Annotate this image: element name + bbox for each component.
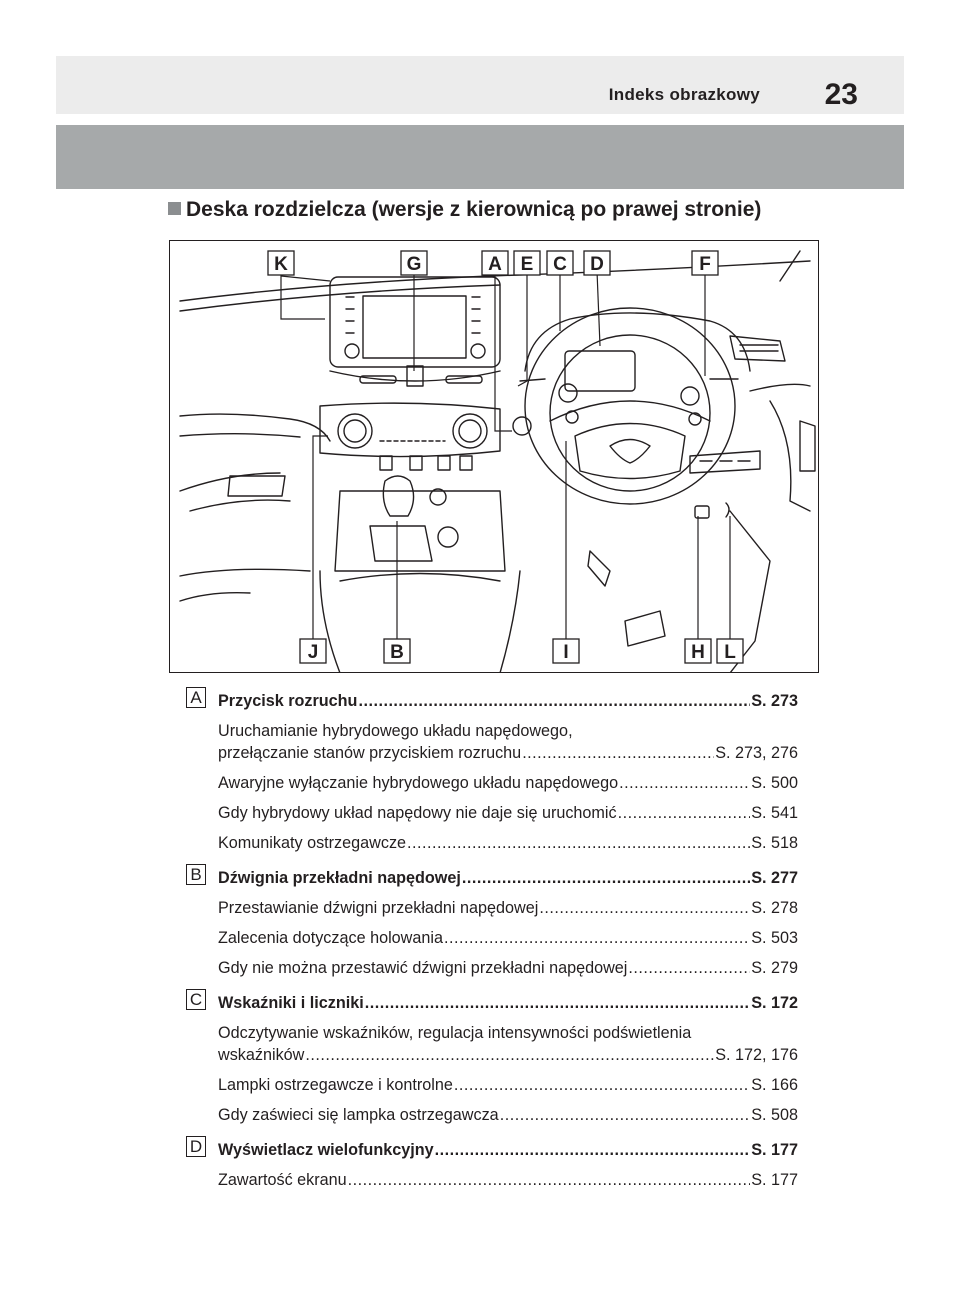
entry-sub-row: Zawartość ekranu ..... S. 177	[218, 1165, 798, 1195]
entry-sub-row: Lampki ostrzegawcze i kontrolne ..... S. 166	[218, 1070, 798, 1100]
svg-text:E: E	[520, 254, 534, 275]
svg-text:I: I	[563, 642, 569, 663]
callout-H	[685, 639, 711, 663]
callout-E	[514, 251, 540, 275]
callout-J	[300, 639, 326, 663]
page-number: 23	[824, 78, 858, 111]
page-ref: S. 508	[751, 1106, 798, 1124]
svg-text:H: H	[691, 642, 705, 663]
svg-text:L: L	[724, 642, 736, 663]
page-ref: S. 279	[751, 959, 798, 977]
svg-text:F: F	[699, 254, 711, 275]
page-ref: S. 503	[751, 929, 798, 947]
entry-main-row: Wyświetlacz wielofunkcyjny ..... S. 177	[218, 1135, 798, 1165]
entry-main-row: Wskaźniki i liczniki ..... S. 172	[218, 988, 798, 1018]
entry-sub-pre: Uruchamianie hybrydowego układu napędowego,	[218, 722, 573, 740]
page-ref: S. 172	[751, 994, 798, 1012]
header-title: Indeks obrazkowy	[608, 85, 760, 104]
entry-sub-row: przełączanie stanów przyciskiem rozruchu ..... S. 273, 276	[218, 742, 798, 768]
entry-sub-row: Zalecenia dotyczące holowania ..... S. 503	[218, 923, 798, 953]
entry-letter: B	[186, 864, 206, 885]
entry-letter: C	[186, 989, 206, 1010]
section-band	[56, 125, 904, 189]
entry-main-row: Przycisk rozruchu ..... S. 273	[218, 686, 798, 716]
entry-A	[186, 686, 798, 858]
callout-L	[717, 639, 743, 663]
svg-text:G: G	[406, 254, 422, 275]
callout-B	[384, 639, 410, 663]
page-header	[56, 56, 904, 114]
page-ref: S. 277	[751, 869, 798, 887]
callout-C	[547, 251, 573, 275]
page-ref: S. 177	[751, 1171, 798, 1189]
page-ref: S. 273, 276	[715, 744, 798, 762]
entry-sub-row: Komunikaty ostrzegawcze ..... S. 518	[218, 828, 798, 858]
page-ref: S. 278	[751, 899, 798, 917]
callout-I	[553, 639, 579, 663]
heading-square-icon	[168, 202, 181, 215]
entry-sub-pre: Odczytywanie wskaźników, regulacja intensywności podświetlenia	[218, 1024, 692, 1042]
entry-letter: A	[186, 687, 206, 708]
entry-sub-row: wskaźników ..... S. 172, 176	[218, 1044, 798, 1070]
callout-D	[584, 251, 610, 275]
dashboard-illustration	[169, 240, 819, 673]
entry-sub-row: Awaryjne wyłączanie hybrydowego układu napędowego ..... S. 500	[218, 768, 798, 798]
section-heading-text: Deska rozdzielcza (wersje z kierownicą po prawej stronie)	[186, 198, 762, 221]
page-ref: S. 518	[751, 834, 798, 852]
page-ref: S. 166	[751, 1076, 798, 1094]
callout-A	[482, 251, 508, 275]
svg-text:K: K	[274, 254, 288, 275]
section-heading	[168, 198, 761, 222]
entry-sub-row: Gdy hybrydowy układ napędowy nie daje się uruchomić ..... S. 541	[218, 798, 798, 828]
svg-text:D: D	[590, 254, 604, 275]
page-ref: S. 273	[751, 692, 798, 710]
callout-layer	[170, 241, 819, 673]
entry-sub-row: Gdy nie można przestawić dźwigni przekładni napędowej ..... S. 279	[218, 953, 798, 983]
entry-letter: D	[186, 1136, 206, 1157]
entry-B	[186, 863, 798, 983]
svg-text:A: A	[488, 254, 502, 275]
entry-sub-row: Przestawianie dźwigni przekładni napędowej ..... S. 278	[218, 893, 798, 923]
index-entries	[186, 686, 798, 1200]
page-ref: S. 172, 176	[715, 1046, 798, 1064]
page-ref: S. 541	[751, 804, 798, 822]
callout-K	[268, 251, 294, 275]
entry-main-row: Dźwignia przekładni napędowej ..... S. 277	[218, 863, 798, 893]
svg-text:B: B	[390, 642, 404, 663]
page-ref: S. 177	[751, 1141, 798, 1159]
callout-F	[692, 251, 718, 275]
entry-sub-row: Gdy zaświeci się lampka ostrzegawcza ..... S. 508	[218, 1100, 798, 1130]
svg-text:C: C	[553, 254, 567, 275]
svg-text:J: J	[307, 642, 319, 663]
entry-C	[186, 988, 798, 1130]
entry-D	[186, 1135, 798, 1195]
callout-G	[401, 251, 427, 275]
page-ref: S. 500	[751, 774, 798, 792]
